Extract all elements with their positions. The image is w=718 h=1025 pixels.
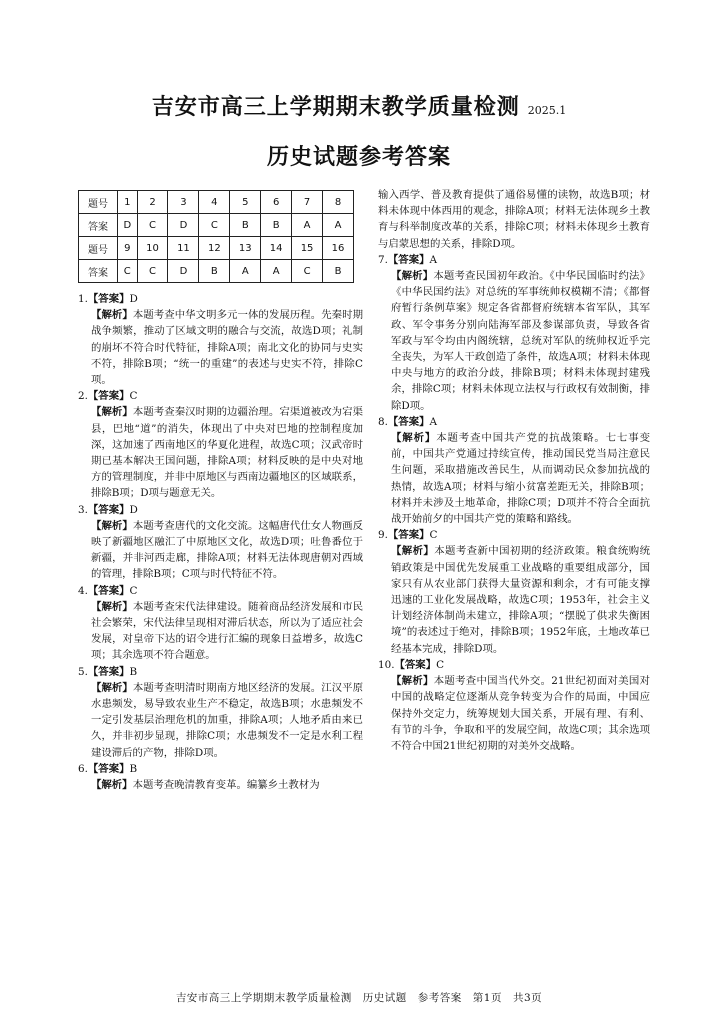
answer-letter: A <box>429 253 437 266</box>
answer-table-row <box>79 191 354 214</box>
question-6-analysis-part2 <box>378 187 650 252</box>
answer-letter: C <box>129 584 138 597</box>
question-number-cell: 8 <box>323 191 354 214</box>
answer-letter: C <box>436 658 445 671</box>
answer-tag: 【答案】 <box>87 293 130 305</box>
question-number-cell: 13 <box>230 237 261 260</box>
answer-tag: 【答案】 <box>387 253 430 266</box>
question-4-answer <box>78 583 363 599</box>
answer-cell: B <box>261 214 292 237</box>
answer-letter: B <box>129 762 138 775</box>
question-3-analysis <box>91 518 363 583</box>
question-number: 5. <box>78 665 88 678</box>
question-2-analysis <box>91 404 363 501</box>
question-number-cell: 5 <box>230 191 261 214</box>
analysis-tag: 【解析】 <box>91 309 133 322</box>
answer-cell: B <box>199 260 230 283</box>
question-number-cell: 9 <box>118 237 138 260</box>
analysis-tag: 【解析】 <box>391 270 434 283</box>
question-4-analysis <box>91 599 363 664</box>
question-5-answer <box>78 664 363 680</box>
question-5-analysis <box>91 680 363 761</box>
analysis-text: 本题考查中国共产党的抗战策略。七七事变前，中国共产党通过持续宣传，推动国民党当局注意民生问题，采取措施改善民生，从而调动民众参加抗战的热情，故选A项；材料与缩小贫富差距无关，排除B项；材料并未涉及土地革命，排除C项；D项并不符合全面抗战开始前夕的中国共产党的策略和路线。 <box>391 432 650 526</box>
question-number-cell: 10 <box>137 237 168 260</box>
analysis-text: 本题考查明清时期南方地区经济的发展。江汉平原水患频发，易导致农业生产不稳定，故选B项；水患频发不一定引发基层治理危机的加重，排除A项；人地矛盾由来已久，并非初步显现，排除C项；水患频发不一定是水利工程建设滞后的产物，排除D项。 <box>91 681 363 759</box>
question-number-cell: 2 <box>137 191 168 214</box>
answer-cell: D <box>168 260 199 283</box>
question-number-cell: 15 <box>292 237 323 260</box>
answer-letter: A <box>429 415 437 428</box>
answer-cell: B <box>323 260 354 283</box>
question-number: 2. <box>78 390 88 403</box>
question-number: 8. <box>378 415 388 428</box>
answer-letter: D <box>129 293 138 305</box>
answer-table-body <box>79 191 354 283</box>
analysis-text: 输入西学、普及教育提供了通俗易懂的读物，故选B项；材料未体现中体西用的观念，排除A项；材料无法体现乡土教育与科举制度改革的关系，排除C项；材料未体现乡土教育与启蒙思想的关系，排除D项。 <box>378 189 650 250</box>
analysis-tag: 【解析】 <box>91 519 133 532</box>
question-1-analysis <box>91 307 363 388</box>
answer-cell: B <box>230 214 261 237</box>
analysis-text: 本题考查晚清教育变革。编纂乡土教材为 <box>132 779 320 792</box>
question-number: 6. <box>78 762 88 775</box>
answer-letter: C <box>429 529 438 542</box>
question-7-answer <box>378 252 650 268</box>
answer-cell: A <box>261 260 292 283</box>
answer-letter: C <box>129 390 138 403</box>
document-title <box>0 90 718 121</box>
question-6-analysis-part1 <box>91 777 363 793</box>
analysis-tag: 【解析】 <box>91 681 133 694</box>
answer-letter: B <box>129 665 138 678</box>
analysis-text: 本题考查宋代法律建设。随着商品经济发展和市民社会繁荣，宋代法律呈现相对滞后状态，所以为了适应社会发展，对皇帝下达的诏令进行汇编的现象日益增多，故选C项；其余选项不符合题意。 <box>91 600 363 662</box>
answer-letter: D <box>129 503 138 516</box>
analysis-tag: 【解析】 <box>91 600 133 613</box>
analysis-text: 本题考查唐代的文化交流。这幅唐代仕女人物画反映了新疆地区融汇了中原地区文化，故选D项；吐鲁番位于新疆，并非河西走廊，排除A项；材料无法体现唐朝对西域的管理，排除B项；C项与时代特征不符。 <box>91 519 363 581</box>
answer-cell: C <box>137 214 168 237</box>
question-7-analysis <box>391 268 650 414</box>
question-number-cell: 14 <box>261 237 292 260</box>
question-10-analysis <box>391 673 650 754</box>
question-3-answer <box>78 502 363 518</box>
answer-cell: A <box>230 260 261 283</box>
question-number-cell: 11 <box>168 237 199 260</box>
question-10-answer <box>378 657 650 673</box>
answer-cell: D <box>118 214 138 237</box>
row-header-cell: 答案 <box>79 214 118 237</box>
answer-cell: C <box>199 214 230 237</box>
analysis-tag: 【解析】 <box>91 406 133 419</box>
page-footer: 吉安市高三上学期期末教学质量检测 历史试题 参考答案 第1页 共3页 <box>175 992 543 1004</box>
question-number: 1. <box>78 293 88 305</box>
row-header-cell: 答案 <box>79 260 118 283</box>
answer-tag: 【答案】 <box>87 665 130 678</box>
answer-tag: 【答案】 <box>394 658 437 671</box>
question-number-cell: 6 <box>261 191 292 214</box>
answer-table-row <box>79 237 354 260</box>
answer-cell: C <box>137 260 168 283</box>
answer-tag: 【答案】 <box>87 503 130 516</box>
analysis-tag: 【解析】 <box>391 432 437 445</box>
analysis-text: 本题考查中华文明多元一体的发展历程。先秦时期战争频繁，推动了区域文明的融合与交流，故选D项；礼制的崩坏不符合时代特征，排除A项；南北文化的协同与史实不符，排除B项；“统一的重建”的表述与史实不符，排除C项。 <box>91 309 363 387</box>
row-header-cell: 题号 <box>79 237 118 260</box>
question-number: 3. <box>78 503 88 516</box>
question-6-answer <box>78 761 363 777</box>
left-column <box>78 291 363 793</box>
analysis-tag: 【解析】 <box>391 675 434 688</box>
answer-tag: 【答案】 <box>87 762 130 775</box>
answer-tag: 【答案】 <box>87 390 130 403</box>
question-number-cell: 4 <box>199 191 230 214</box>
question-9-answer <box>378 527 650 543</box>
analysis-text: 本题考查新中国初期的经济政策。粮食统购统销政策是中国优先发展重工业战略的重要组成部分，国家只有从农业部门获得大量资源和剩余，才有可能支撑迅速的工业化发展战略，故选C项；1953年，社会主义计划经济体制尚未建立，排除A项；“摆脱了供求失衡困境”的表述过于绝对，排除B项；1952年底，土地改革已经基本完成，排除D项。 <box>391 545 651 655</box>
title-text: 吉安市高三上学期期末教学质量检测 <box>151 94 520 120</box>
question-1-answer <box>78 291 363 307</box>
question-number-cell: 12 <box>199 237 230 260</box>
answer-cell: A <box>323 214 354 237</box>
document-subtitle: 历史试题参考答案 <box>266 144 451 170</box>
question-number-cell: 7 <box>292 191 323 214</box>
answer-cell: A <box>292 214 323 237</box>
question-number: 9. <box>378 529 388 542</box>
answer-tag: 【答案】 <box>87 584 130 597</box>
question-number: 7. <box>378 253 388 266</box>
answer-table <box>78 190 354 283</box>
title-year: 2025.1 <box>527 104 567 117</box>
answer-tag: 【答案】 <box>387 415 430 428</box>
question-number-cell: 3 <box>168 191 199 214</box>
answer-cell: C <box>292 260 323 283</box>
answer-table-row <box>79 260 354 283</box>
question-8-analysis <box>391 430 650 527</box>
question-2-answer <box>78 388 363 404</box>
analysis-tag: 【解析】 <box>91 779 133 792</box>
question-number-cell: 16 <box>323 237 354 260</box>
answer-cell: D <box>168 214 199 237</box>
analysis-text: 本题考查秦汉时期的边疆治理。宕渠道被改为宕渠县，巴地“道”的消失，体现出了中央对巴地的控制程度加深，这加速了西南地区的华夏化进程，故选C项；汉武帝时期已基本解决王国问题，排除A项；材料反映的是中央对地方的管理制度，并非中原地区与西南边疆地区的区域联系，排除B项；D项与题意无关。 <box>91 406 363 500</box>
question-number-cell: 1 <box>118 191 138 214</box>
question-number: 10. <box>378 658 395 671</box>
right-column <box>378 187 650 754</box>
answer-tag: 【答案】 <box>387 529 430 542</box>
row-header-cell: 题号 <box>79 191 118 214</box>
analysis-text: 本题考查中国当代外交。21世纪初面对美国对中国的战略定位逐渐从竞争转变为合作的局面，中国应保持外交定力，统筹规划大国关系，开展有理、有利、有节的斗争，争取和平的发展空间，故选C项；其余选项不符合中国21世纪初期的对美外交战略。 <box>391 675 650 752</box>
answer-table-row <box>79 214 354 237</box>
question-8-answer <box>378 414 650 430</box>
analysis-tag: 【解析】 <box>391 545 435 558</box>
question-9-analysis <box>391 543 650 656</box>
question-number: 4. <box>78 584 88 597</box>
answer-cell: C <box>118 260 138 283</box>
analysis-text: 本题考查民国初年政治。《中华民国临时约法》《中华民国约法》对总统的军事统帅权模糊不清；《都督府暂行条例草案》规定各省都督府统辖本省军队，其军政、军令事务分别向陆海军部及参谋部负责，导致各省军政与军令均由内阁统辖，总统对军队的统帅权近乎完全丧失，为军人干政创造了条件，故选A项；材料未体现中央与地方的政治分歧，排除B项；材料未体现封建残余，排除C项；材料未体现立法权与行政权有效制衡，排除D项。 <box>391 270 650 412</box>
